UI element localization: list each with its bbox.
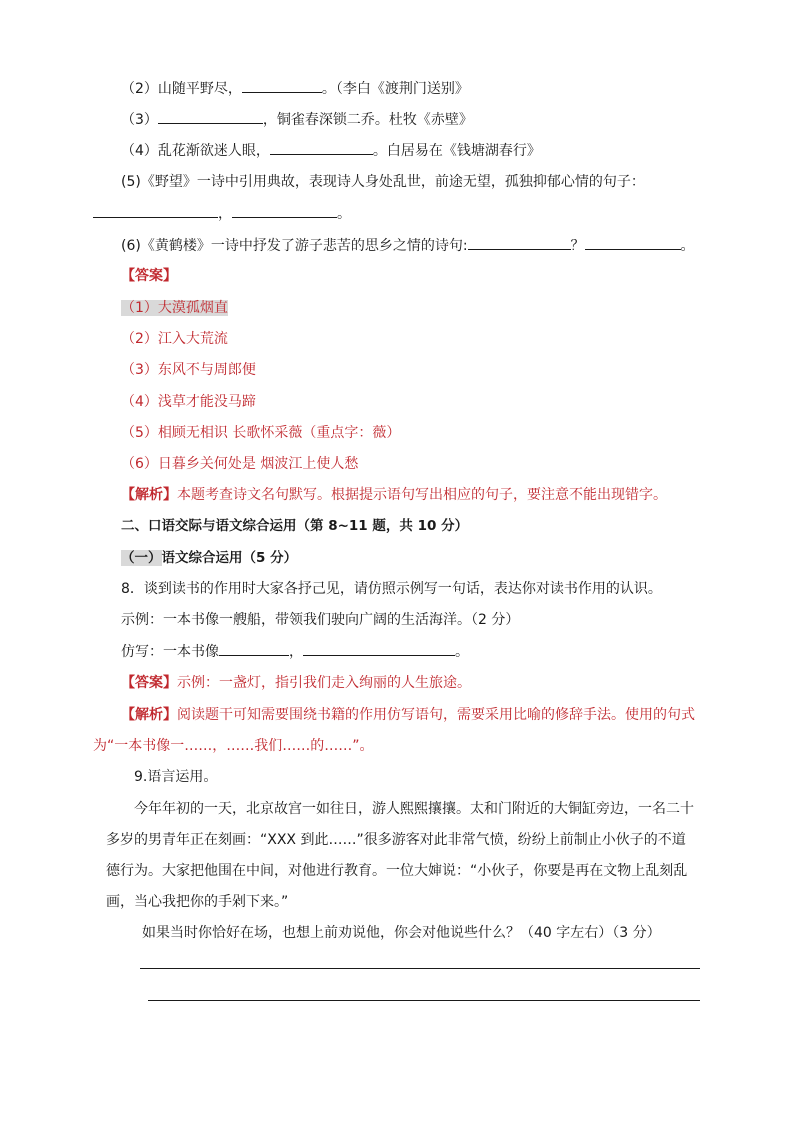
answer-blank[interactable] [468,235,571,250]
section-2-subtitle [121,548,297,568]
answer-blank[interactable] [232,203,337,218]
answer-blank[interactable] [93,203,218,218]
question-8-answer [121,673,471,693]
answer-blank[interactable] [270,140,373,155]
answer-item-1 [121,298,228,318]
question-8-analysis-cont: 为“一本书像一……，……我们……的……”。 [93,738,374,754]
blank-separator: ？ [570,238,585,254]
blank-separator: ， [218,206,232,222]
question-4-suffix: 。白居易在《钱塘湖春行》 [372,143,541,159]
question-8-example: 示例：一本书像一艘船，带领我们驶向广阔的生活海洋。（2 分） [121,612,520,628]
answer-item-5: （5）相顾无相识 长歌怀采薇（重点字：薇） [121,425,401,441]
answer-item-6: （6）日暮乡关何处是 烟波江上使人愁 [121,456,359,472]
question-4 [121,140,541,161]
question-8-imitate [121,641,469,662]
question-2 [121,78,469,99]
question-6-prefix: (6)《黄鹤楼》一诗中抒发了游子悲苦的思乡之情的诗句: [121,238,468,254]
question-3-suffix: ，铜雀春深锁二乔。杜牧《赤壁》 [262,112,473,128]
question-6 [121,235,695,256]
question-3 [121,109,473,130]
analysis-tag: 【解析】 [121,707,177,723]
answer-blank[interactable] [585,235,681,250]
analysis-text: 阅读题干可知需要围绕书籍的作用仿写语句，需要采用比喻的修辞手法。使用的句式 [177,707,695,723]
subsection-title: 语文综合运用（5 分） [161,550,298,566]
answer-tag: 【答案】 [121,268,177,284]
question-9-title: 9.语言运用。 [134,769,218,785]
analysis-text: 本题考查诗文名句默写。根据提示语句写出相应的句子，要注意不能出现错字。 [177,487,667,503]
question-9-prompt: 如果当时你恰好在场，也想上前劝说他，你会对他说些什么？（40 字左右）（3 分） [142,925,661,941]
answer-tag: 【答案】 [121,675,177,691]
answer-blank[interactable] [219,641,289,656]
answer-blank[interactable] [158,109,263,124]
question-2-prefix: （2）山随平野尽， [121,81,242,97]
analysis-tag: 【解析】 [121,487,177,503]
passage-line-4: 画，当心我把你的手剁下来。” [106,894,289,910]
answer-line-1[interactable] [140,968,700,969]
answer-text: 示例：一盏灯，指引我们走入绚丽的人生旅途。 [177,675,471,691]
passage-line-2: 多岁的男青年正在刻画：“XXX 到此……”很多游客对此非常气愤，纷纷上前制止小伙子的不道 [106,832,686,848]
answer-blank[interactable] [303,641,455,656]
question-3-prefix: （3） [121,112,158,128]
question-8-prompt: 8．谈到读书的作用时大家各抒己见，请仿照示例写一句话，表达你对读书作用的认识。 [121,581,662,597]
answer-item-4: （4）浅草才能没马蹄 [121,394,256,410]
answer-blank[interactable] [242,78,322,93]
section-2-title: 二、口语交际与语文综合运用（第 8~11 题，共 10 分） [121,518,469,534]
blank-end: 。 [337,206,351,222]
question-5-prompt: (5)《野望》一诗中引用典故，表现诗人身处乱世，前途无望，孤独抑郁心情的句子： [121,174,645,190]
analysis-1 [121,485,667,505]
answer-item-text: （1）大漠孤烟直 [121,300,228,316]
question-8-analysis [121,705,695,725]
blank-separator: ， [289,644,303,660]
blank-end: 。 [680,238,695,254]
passage-line-1: 今年年初的一天，北京故宫一如往日，游人熙熙攘攘。太和门附近的大铜缸旁边，一名二十 [134,801,694,817]
imitate-prefix: 仿写：一本书像 [121,644,219,660]
answer-line-2[interactable] [148,1000,700,1001]
question-5-blanks [93,203,351,224]
question-4-prefix: （4）乱花渐欲迷人眼， [121,143,270,159]
answer-item-3: （3）东风不与周郎便 [121,362,256,378]
answer-item-2: （2）江入大荒流 [121,331,228,347]
blank-end: 。 [455,644,469,660]
question-2-suffix: 。（李白《渡荆门送别》 [321,81,469,97]
subsection-number: （一） [121,550,162,566]
passage-line-3: 德行为。大家把他围在中间，对他进行教育。一位大婶说：“小伙子，你要是再在文物上乱刻乱 [106,863,688,879]
